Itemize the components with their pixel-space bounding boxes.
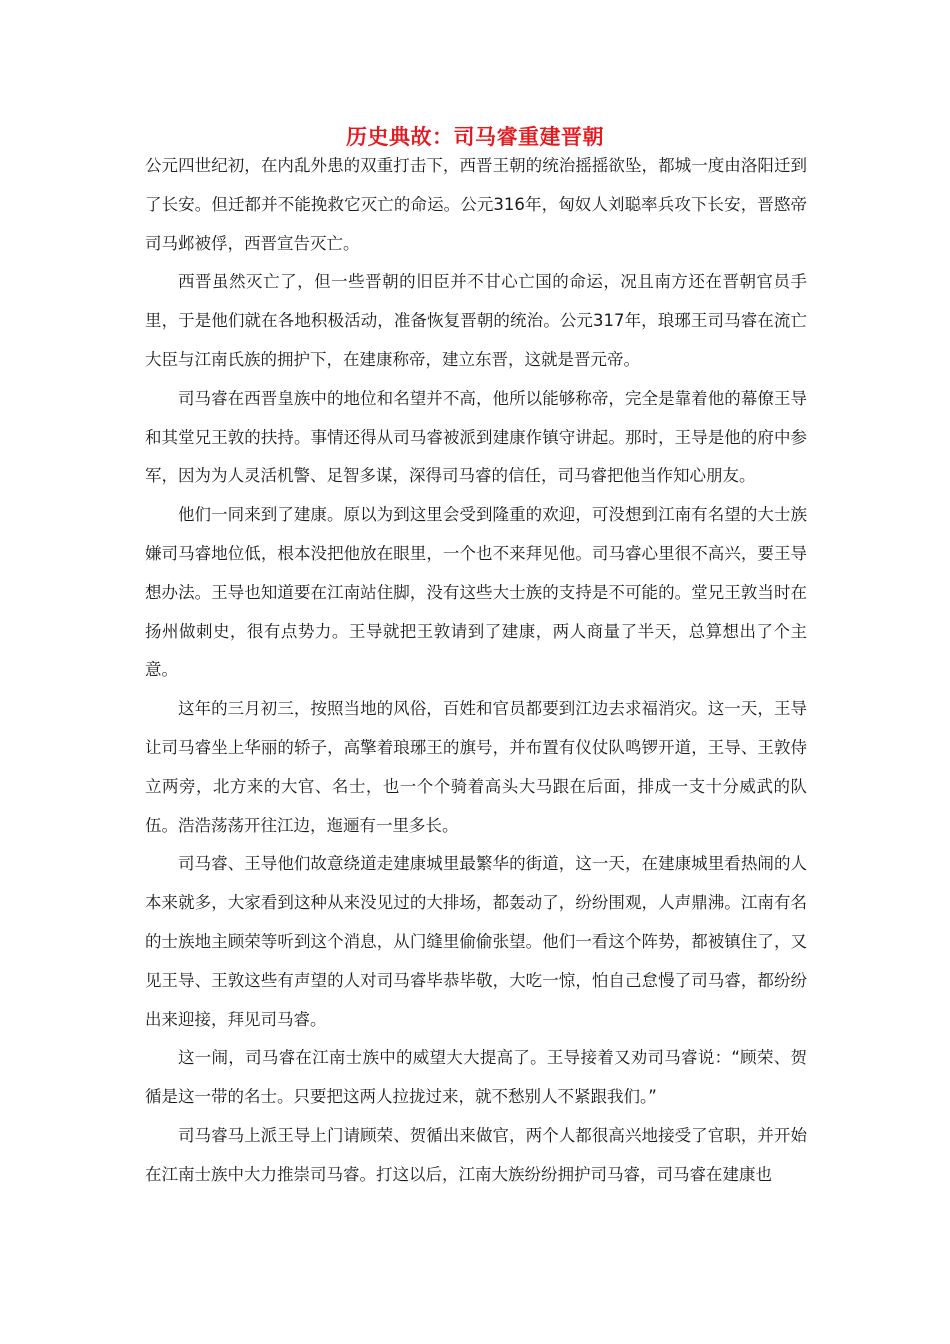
article-body xyxy=(145,147,807,1195)
paragraph-1: 公元四世纪初，在内乱外患的双重打击下，西晋王朝的统治摇摇欲坠，都城一度由洛阳迁到了长安。但迁都并不能挽救它灭亡的命运。公元316年，匈奴人刘聪率兵攻下长安，晋愍帝司马邺被俘，西晋宣告灭亡。 xyxy=(145,156,807,253)
page-title: 历史典故：司马睿重建晋朝 xyxy=(346,124,604,149)
paragraph-6: 司马睿、王导他们故意绕道走建康城里最繁华的街道，这一天，在建康城里看热闹的人本来就多，大家看到这种从来没见过的大排场，都轰动了，纷纷围观，人声鼎沸。江南有名的士族地主顾荣等听到这个消息，从门缝里偷偷张望。他们一看这个阵势，都被镇住了，又见王导、王敦这些有声望的人对司马睿毕恭毕敬，大吃一惊，怕自己怠慢了司马睿，都纷纷出来迎接，拜见司马睿。 xyxy=(145,854,807,1029)
paragraph-8: 司马睿马上派王导上门请顾荣、贺循出来做官，两个人都很高兴地接受了官职，并开始在江南士族中大力推崇司马睿。打这以后，江南大族纷纷拥护司马睿，司马睿在建康也 xyxy=(145,1125,807,1184)
paragraph-4: 他们一同来到了建康。原以为到这里会受到隆重的欢迎，可没想到江南有名望的大士族嫌司马睿地位低，根本没把他放在眼里，一个也不来拜见他。司马睿心里很不高兴，要王导想办法。王导也知道要在江南站住脚，没有这些大士族的支持是不可能的。堂兄王敦当时在扬州做刺史，很有点势力。王导就把王敦请到了建康，两人商量了半天，总算想出了个主意。 xyxy=(145,505,807,680)
paragraph-5: 这年的三月初三，按照当地的风俗，百姓和官员都要到江边去求福消灾。这一天，王导让司马睿坐上华丽的轿子，高擎着琅琊王的旗号，并布置有仪仗队鸣锣开道，王导、王敦侍立两旁，北方来的大官、名士，也一个个骑着高头大马跟在后面，排成一支十分威武的队伍。浩浩荡荡开往江边，迤逦有一里多长。 xyxy=(145,699,807,835)
paragraph-7: 这一闹，司马睿在江南士族中的威望大大提高了。王导接着又劝司马睿说：“顾荣、贺循是这一带的名士。只要把这两人拉拢过来，就不愁别人不紧跟我们。” xyxy=(145,1048,807,1107)
paragraph-2: 西晋虽然灭亡了，但一些晋朝的旧臣并不甘心亡国的命运，况且南方还在晋朝官员手里，于是他们就在各地积极活动，准备恢复晋朝的统治。公元317年，琅琊王司马睿在流亡大臣与江南氏族的拥护下，在建康称帝，建立东晋，这就是晋元帝。 xyxy=(145,272,807,369)
paragraph-3: 司马睿在西晋皇族中的地位和名望并不高，他所以能够称帝，完全是靠着他的幕僚王导和其堂兄王敦的扶持。事情还得从司马睿被派到建康作镇守讲起。那时，王导是他的府中参军，因为为人灵活机警、足智多谋，深得司马睿的信任，司马睿把他当作知心朋友。 xyxy=(145,388,807,486)
